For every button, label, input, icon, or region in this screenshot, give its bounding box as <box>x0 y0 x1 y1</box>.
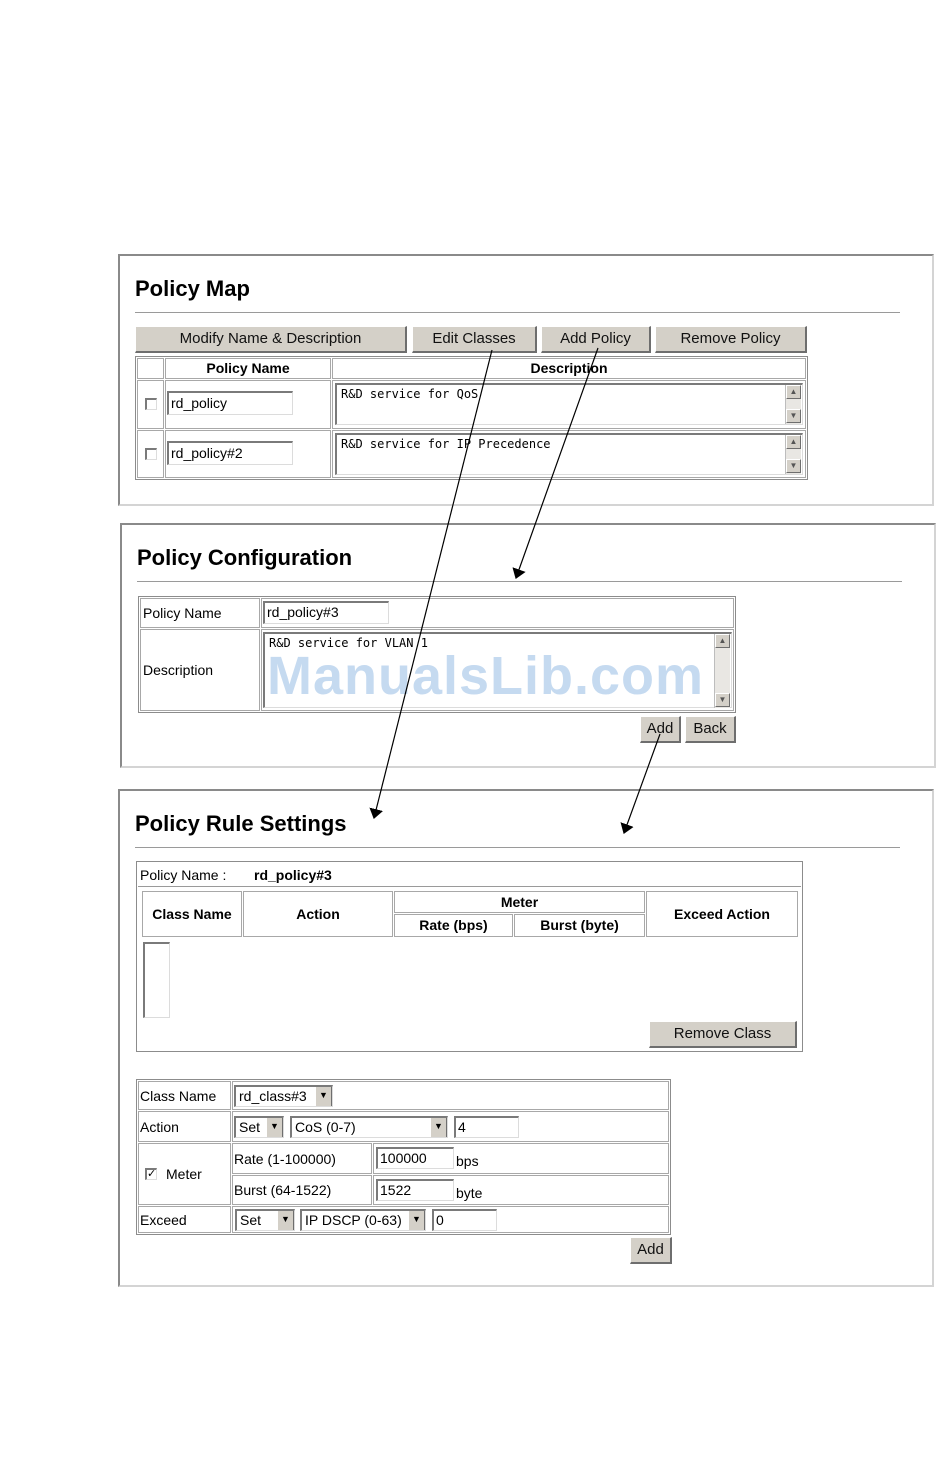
modify-name-description-button[interactable]: Modify Name & Description <box>135 326 407 353</box>
policy-config-title: Policy Configuration <box>137 545 353 570</box>
add-config-arrow <box>624 734 660 833</box>
rate-header: Rate (bps) <box>394 914 513 937</box>
rate-label: Rate (1-100000) <box>234 1151 336 1167</box>
rate-unit-label: bps <box>456 1153 479 1169</box>
policy-name-label: Policy Name : <box>140 867 227 883</box>
action-label: Action <box>140 1119 179 1135</box>
action-select-value: Set <box>239 1119 261 1135</box>
class-name-select-value: rd_class#3 <box>239 1088 307 1104</box>
description-label: Description <box>143 662 214 678</box>
policy-name-header: Policy Name <box>165 358 331 379</box>
add-policy-arrow <box>516 348 598 578</box>
class-name-label: Class Name <box>140 1088 217 1104</box>
action-type-select-value: CoS (0-7) <box>295 1119 356 1135</box>
policy-rule-title: Policy Rule Settings <box>135 811 347 836</box>
scroll-up-icon[interactable]: ▲ <box>786 435 801 449</box>
scroll-up-icon[interactable]: ▲ <box>786 385 801 399</box>
description-header: Description <box>332 358 806 379</box>
remove-policy-button[interactable]: Remove Policy <box>655 326 807 353</box>
add-button[interactable]: Add <box>640 716 681 743</box>
burst-unit-label: byte <box>456 1185 483 1201</box>
exceed-action-header: Exceed Action <box>646 891 798 937</box>
exceed-value-input[interactable]: 0 <box>432 1209 497 1231</box>
edit-classes-arrow <box>374 350 492 818</box>
burst-header: Burst (byte) <box>514 914 645 937</box>
policy-name-value: rd_policy#3 <box>254 867 332 883</box>
burst-label: Burst (64-1522) <box>234 1182 332 1198</box>
chevron-down-icon[interactable]: ▼ <box>315 1087 332 1106</box>
description-textarea[interactable]: R&D service for VLAN 1 <box>263 632 732 708</box>
burst-input[interactable]: 1522 <box>376 1179 454 1201</box>
chevron-down-icon[interactable]: ▼ <box>277 1211 294 1230</box>
description-textarea[interactable]: R&D service for QoS <box>335 383 803 425</box>
scroll-down-icon[interactable]: ▼ <box>786 409 801 423</box>
exceed-select-value: Set <box>240 1212 262 1228</box>
chevron-down-icon[interactable]: ▼ <box>266 1118 283 1137</box>
add-policy-button[interactable]: Add Policy <box>541 326 651 353</box>
action-value-input[interactable]: 4 <box>454 1116 519 1138</box>
action-header: Action <box>243 891 393 937</box>
description-textarea[interactable]: R&D service for IP Precedence <box>335 433 803 475</box>
scroll-down-icon[interactable]: ▼ <box>786 459 801 473</box>
remove-class-button[interactable]: Remove Class <box>649 1021 797 1048</box>
meter-label: Meter <box>166 1166 202 1182</box>
policy-name-label: Policy Name <box>143 605 222 621</box>
scroll-up-icon[interactable]: ▲ <box>715 634 730 648</box>
scroll-down-icon[interactable]: ▼ <box>715 693 730 707</box>
add-rule-button[interactable]: Add <box>630 1237 672 1264</box>
edit-classes-button[interactable]: Edit Classes <box>412 326 537 353</box>
policy-name-input[interactable]: rd_policy#2 <box>167 441 293 465</box>
meter-header: Meter <box>394 891 645 913</box>
watermark-logo: ManualsLib.com <box>267 646 705 706</box>
class-name-header: Class Name <box>142 891 242 937</box>
chevron-down-icon[interactable]: ▼ <box>408 1211 425 1230</box>
exceed-label: Exceed <box>140 1212 187 1228</box>
chevron-down-icon[interactable]: ▼ <box>430 1118 447 1137</box>
back-button[interactable]: Back <box>685 716 736 743</box>
rate-input[interactable]: 100000 <box>376 1147 454 1169</box>
policy-name-input[interactable]: rd_policy#3 <box>263 601 389 624</box>
policy-map-title: Policy Map <box>135 276 250 301</box>
policy-name-input[interactable]: rd_policy <box>167 391 293 415</box>
exceed-type-select-value: IP DSCP (0-63) <box>305 1212 402 1228</box>
meter-checkbox[interactable]: ✓ <box>147 1168 157 1180</box>
